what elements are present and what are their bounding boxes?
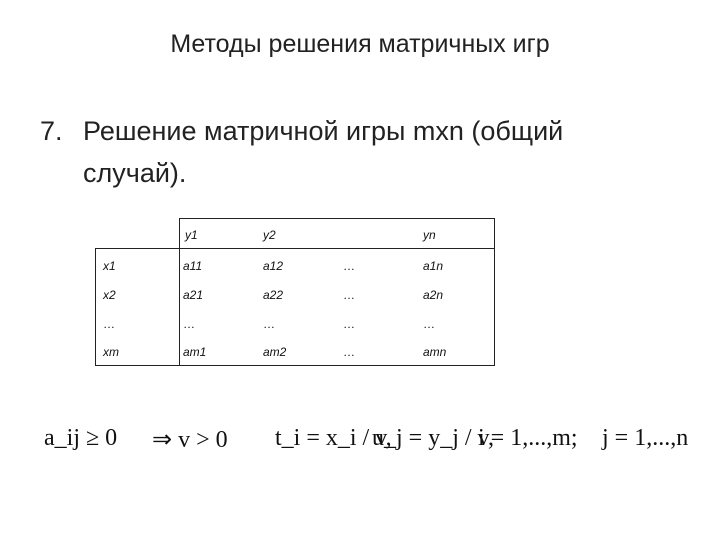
col-header: yn [423, 228, 436, 242]
row-label: xm [103, 345, 119, 359]
table-cell: am2 [263, 345, 287, 359]
table-cell: … [343, 259, 355, 273]
table-cell: a22 [263, 288, 284, 302]
table-cell: … [343, 288, 355, 302]
col-header: y1 [185, 228, 198, 242]
item-text: Решение матричной игры mxn (общий случай). [83, 116, 564, 188]
table-cell: … [423, 317, 435, 331]
payoff-matrix-table [95, 218, 495, 366]
formula-line [0, 400, 720, 480]
formula-u-definition: u_j = y_j / v, [372, 425, 494, 451]
table-cell: a21 [183, 288, 204, 302]
table-cell: … [343, 317, 355, 331]
table-cell: a11 [183, 259, 203, 273]
table-top-border [179, 218, 495, 219]
table-bottom-border [95, 365, 495, 366]
table-cell: a1n [423, 259, 444, 273]
slide-title: Методы решения матричных игр [170, 30, 550, 58]
row-label: … [103, 317, 115, 331]
table-cell: … [343, 345, 355, 359]
table-cell: … [183, 317, 195, 331]
item-number: 7. [40, 116, 63, 146]
formula-t-definition: t_i = x_i / v, [275, 425, 392, 451]
table-cell: am1 [183, 345, 207, 359]
table-cell: amn [423, 345, 447, 359]
row-label: x1 [103, 259, 116, 273]
table-cell: … [263, 317, 275, 331]
table-right-border [494, 218, 495, 366]
table-row-label-separator [179, 218, 180, 366]
table-left-border [95, 248, 96, 366]
table-cell: a2n [423, 288, 444, 302]
col-header: y2 [263, 228, 276, 242]
formula-implication: ⇒ v > 0 [152, 427, 228, 453]
formula-condition: a_ij ≥ 0 [44, 425, 118, 451]
formula-j-range: j = 1,...,n [602, 425, 689, 451]
table-cell: a12 [263, 259, 284, 273]
formula-i-range: i = 1,...,m; [478, 425, 578, 451]
row-label: x2 [103, 288, 116, 302]
table-header-separator [95, 248, 495, 249]
